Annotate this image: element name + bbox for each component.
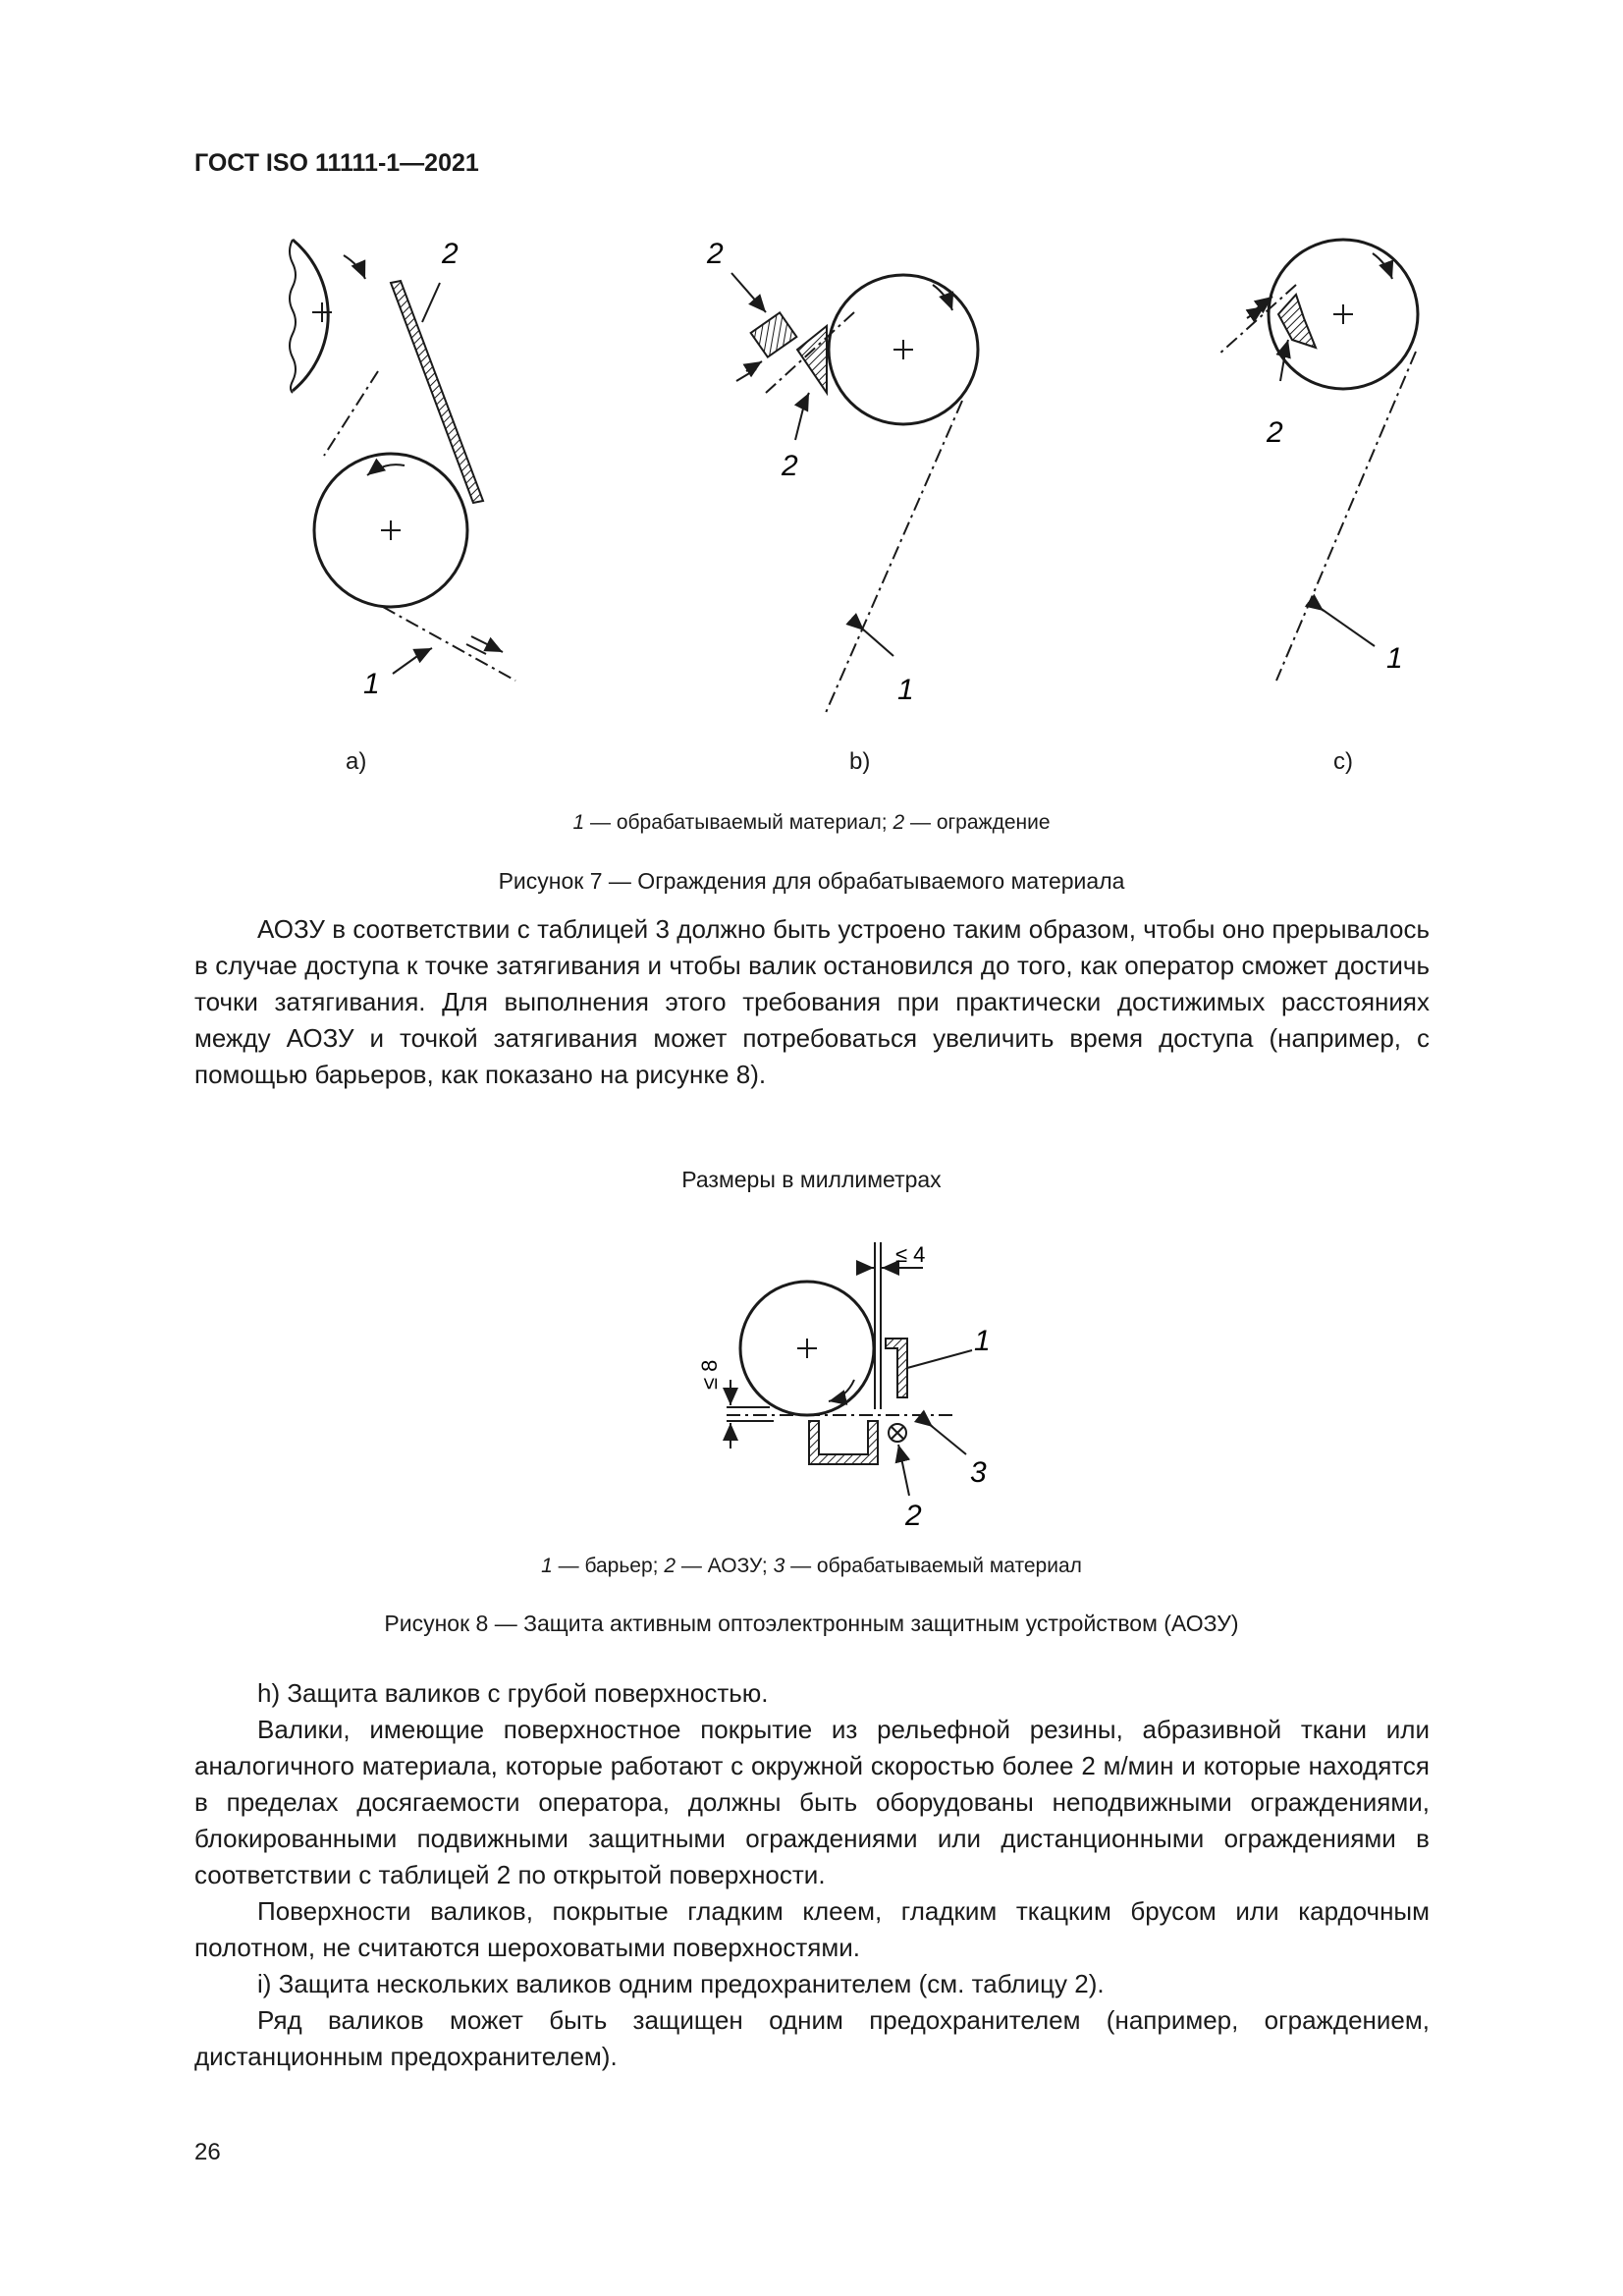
figure-7a (290, 240, 515, 681)
subfigure-label-a: a) (346, 748, 367, 775)
paragraph-text: Ряд валиков может быть защищен одним предохранителем (например, ограждением, дистанционным предохранителем). (194, 2005, 1430, 2071)
document-header: ГОСТ ISO 11111-1—2021 (194, 149, 479, 177)
fig7b-label-2-top: 2 (707, 238, 724, 270)
paragraph-text: Валики, имеющие поверхностное покрытие из рельефной резины, абразивной ткани или аналогичного материала, которые работают с окружной скоростью более 2 м/мин и которые находятся в пределах досягаемости оператора, должны быть оборудованы неподвижными ограждениями, блокированными подвижными защитными ограждениями или дистанционными ограждениями в соответствии с таблицей 2 по открытой поверхности. (194, 1715, 1430, 1889)
dimension-top: ≤ 4 (895, 1242, 926, 1267)
fig7a-label-2: 2 (442, 238, 459, 270)
subfigure-label-b: b) (849, 748, 871, 775)
section-heading: i) Защита нескольких валиков одним предохранителем (см. таблицу 2). (257, 1969, 1105, 1998)
fig7a-label-1: 1 (363, 668, 380, 700)
legend-text: — АОЗУ; (676, 1555, 774, 1577)
legend-number: 1 (572, 811, 585, 834)
legend-number: 2 (664, 1555, 676, 1577)
figure-7c (1217, 240, 1418, 681)
legend-number: 2 (893, 811, 905, 834)
legend-text: — обрабатываемый материал (784, 1555, 1082, 1577)
figure-7b (731, 273, 978, 715)
subfigure-label-c: c) (1333, 748, 1353, 775)
fig7b-label-2-bottom: 2 (782, 450, 798, 482)
figure-7-drawing (275, 224, 1453, 793)
fig8-label-3: 3 (970, 1456, 987, 1489)
paragraph-text: АОЗУ в соответствии с таблицей 3 должно быть устроено таким образом, чтобы оно прерывалось в случае доступа к точке затягивания и чтобы валик остановился до того, как оператор сможет достичь точки затягивания. Для выполнения этого требования при практически достижимых расстояниях между АОЗУ и точкой затягивания может потребоваться увеличить время доступа (например, с помощью барьеров, как показано на рисунке 8). (194, 914, 1430, 1089)
page-number: 26 (194, 2139, 221, 2165)
section-h (194, 1675, 1430, 2075)
figure-7-legend (0, 811, 1623, 835)
legend-text: — барьер; (552, 1555, 665, 1577)
fig8-label-2: 2 (905, 1500, 922, 1532)
figure-8-legend (0, 1555, 1623, 1578)
fig7b-label-1: 1 (897, 674, 914, 706)
section-heading: h) Защита валиков с грубой поверхностью. (257, 1678, 769, 1708)
dimension-left: ≤ 8 (697, 1359, 722, 1390)
fig7c-label-2: 2 (1267, 416, 1283, 449)
legend-number: 3 (773, 1555, 785, 1577)
fig7c-label-1: 1 (1386, 642, 1403, 675)
dimensions-note: Размеры в миллиметрах (681, 1167, 942, 1192)
barrier (886, 1339, 907, 1397)
paragraph-text: Поверхности валиков, покрытые гладким клеем, гладким ткацким брусом или кардочным полотном, не считаются шероховатыми поверхностями. (194, 1896, 1430, 1962)
figure-8-drawing (687, 1203, 1041, 1537)
barrier-lower (809, 1421, 878, 1464)
legend-number: 1 (541, 1555, 553, 1577)
legend-text: — обрабатываемый материал; (584, 811, 893, 834)
legend-text: — ограждение (904, 811, 1051, 834)
figure-8-caption: Рисунок 8 — Защита активным оптоэлектронным защитным устройством (АОЗУ) (384, 1611, 1239, 1636)
figure-7-caption: Рисунок 7 — Ограждения для обрабатываемого материала (498, 868, 1125, 894)
body-paragraph (194, 911, 1430, 1093)
fig8-label-1: 1 (974, 1325, 991, 1357)
